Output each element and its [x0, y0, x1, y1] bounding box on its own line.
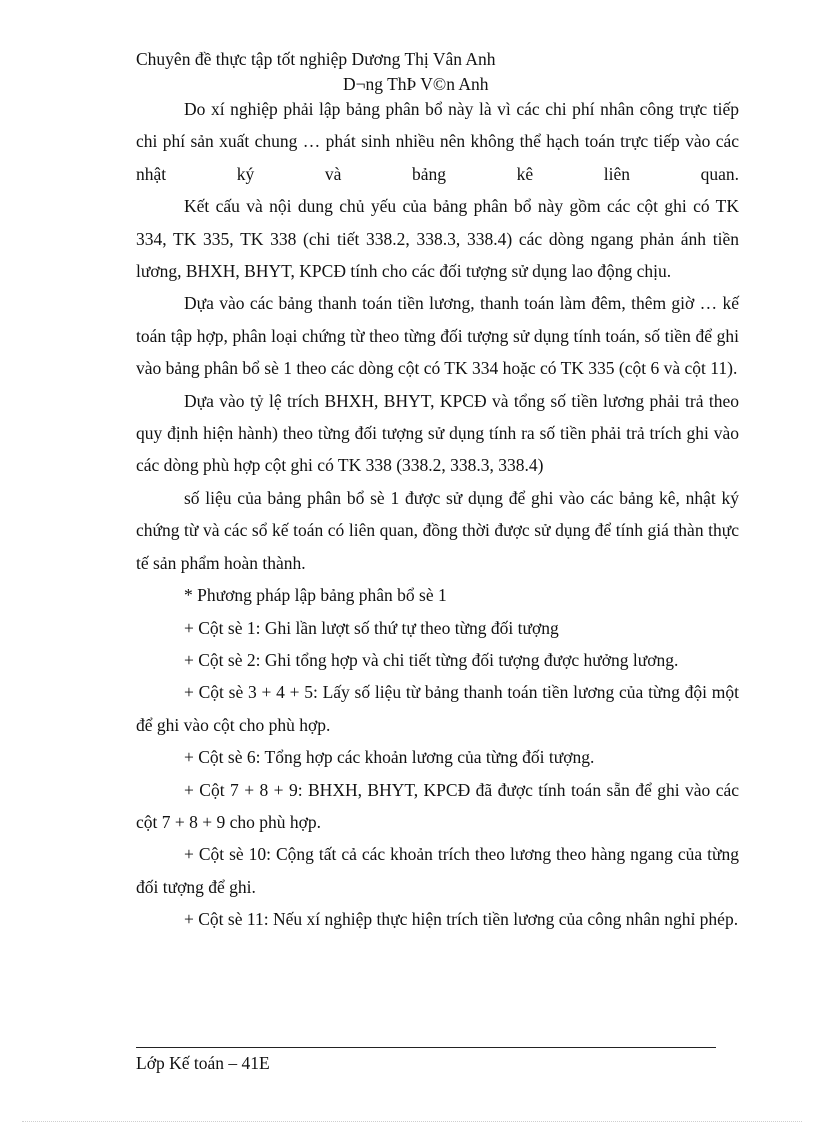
column-6-note: + Cột sè 6: Tổng hợp các khoản lương của từng đối tượng.	[184, 747, 595, 768]
column-11-note: + Cột sè 11: Nếu xí nghiệp thực hiện trích tiền lương của công nhân nghỉ phép.	[184, 909, 739, 930]
column-3-5-note: + Cột sè 3 + 4 + 5: Lấy số liệu từ bảng thanh toán tiền lương của từng đội một để ghi vào cột cho phù hợp.	[136, 682, 739, 735]
method-heading: * Phương pháp lập bảng phân bổ sè 1	[184, 585, 447, 606]
column-10-note: + Cột sè 10: Cộng tất cả các khoản trích theo lương theo hàng ngang của từng đối tượng để ghi.	[136, 844, 739, 897]
header-author-garbled: D¬ng ThÞ V©n Anh	[343, 74, 489, 94]
paragraph-4: Dựa vào tỷ lệ trích BHXH, BHYT, KPCĐ và tổng số tiền lương phải trả theo quy định hiện hành) theo từng đối tượng sử dụng tính ra số tiền phải trả trích ghi vào các dòng phù hợp cột ghi có TK 338 (338.2, 338.3, 338.4)	[136, 390, 739, 476]
paragraph-3: Dựa vào các bảng thanh toán tiền lương, thanh toán làm đêm, thêm giờ … kế toán tập hợp, phân loại chứng từ theo từng đối tượng sử dụng tính toán, số tiền để ghi vào bảng phân bổ sè 1 theo các dòng cột có TK 334 hoặc có TK 335 (cột 6 và cột 11).	[136, 293, 739, 379]
header-title: Chuyên đề thực tập tốt nghiệp Dương Thị Vân Anh	[136, 49, 496, 69]
paragraph-2: Kết cấu và nội dung chủ yếu của bảng phân bổ này gồm các cột ghi có TK 334, TK 335, TK 338 (chi tiết 338.2, 338.3, 338.4) các dòng ngang phản ánh tiền lương, BHXH, BHYT, KPCĐ tính cho các đối tượng sử dụng lao động chịu.	[136, 196, 739, 282]
column-1-note: + Cột sè 1: Ghi lần lượt số thứ tự theo từng đối tượng	[184, 617, 559, 638]
footer-divider	[136, 1047, 716, 1048]
column-7-9-note: + Cột 7 + 8 + 9: BHXH, BHYT, KPCĐ đã được tính toán sẵn để ghi vào các cột 7 + 8 + 9 cho phù hợp.	[136, 779, 739, 832]
page-bottom-dotted-line	[22, 1121, 802, 1122]
paragraph-1: Do xí nghiệp phải lập bảng phân bổ này là vì các chi phí nhân công trực tiếp chi phí sản xuất chung … phát sinh nhiều nên không thể hạch toán trực tiếp vào các nhật ký và bảng kê liên quan.	[136, 99, 739, 184]
document-body	[136, 93, 739, 936]
footer-class-label: Lớp Kế toán – 41E	[136, 1053, 270, 1073]
column-2-note: + Cột sè 2: Ghi tổng hợp và chi tiết từng đối tượng được hưởng lương.	[184, 649, 679, 670]
paragraph-5: số liệu của bảng phân bổ sè 1 được sử dụng để ghi vào các bảng kê, nhật ký chứng từ và các sổ kế toán có liên quan, đồng thời được sử dụng để tính giá thàn thực tế sản phẩm hoàn thành.	[136, 487, 739, 573]
